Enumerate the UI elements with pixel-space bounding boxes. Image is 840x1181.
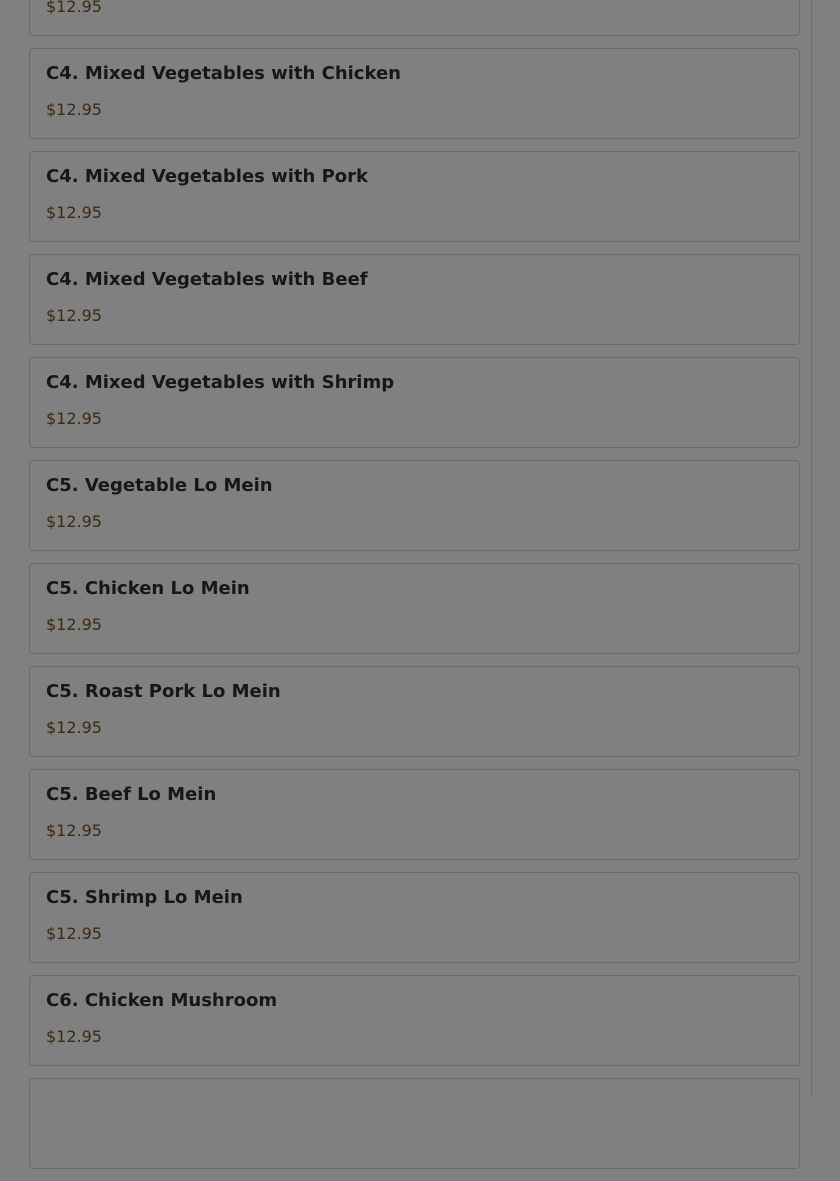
menu-item-price: $12.95 bbox=[46, 718, 102, 737]
menu-item-card[interactable] bbox=[29, 0, 800, 36]
menu-item-card[interactable] bbox=[29, 1078, 800, 1169]
menu-item-name: C4. Mixed Vegetables with Chicken bbox=[46, 63, 401, 84]
menu-item-price: $12.95 bbox=[46, 100, 102, 119]
menu-item-name: C5. Vegetable Lo Mein bbox=[46, 475, 273, 496]
menu-item-price: $12.95 bbox=[46, 203, 102, 222]
menu-item-price: $12.95 bbox=[46, 409, 102, 428]
menu-item-name: C6. Chicken Mushroom bbox=[46, 990, 278, 1011]
menu-item-price: $12.95 bbox=[46, 821, 102, 840]
menu-item-price: $12.95 bbox=[46, 1027, 102, 1046]
menu-item-price: $12.95 bbox=[46, 924, 102, 943]
menu-item-name: C5. Chicken Lo Mein bbox=[46, 578, 250, 599]
menu-item-card[interactable] bbox=[29, 357, 800, 448]
menu-item-card[interactable] bbox=[29, 151, 800, 242]
menu-item-list bbox=[29, 0, 800, 1181]
menu-item-name: C5. Shrimp Lo Mein bbox=[46, 887, 243, 908]
menu-item-price: $12.95 bbox=[46, 306, 102, 325]
menu-item-name: C4. Mixed Vegetables with Beef bbox=[46, 269, 368, 290]
menu-item-price: $12.95 bbox=[46, 512, 102, 531]
menu-item-name: C4. Mixed Vegetables with Shrimp bbox=[46, 372, 395, 393]
menu-item-card[interactable] bbox=[29, 666, 800, 757]
menu-item-card[interactable] bbox=[29, 563, 800, 654]
menu-item-name: C5. Roast Pork Lo Mein bbox=[46, 681, 281, 702]
menu-item-card[interactable] bbox=[29, 254, 800, 345]
menu-item-name: C4. Mixed Vegetables with Pork bbox=[46, 166, 369, 187]
menu-item-card[interactable] bbox=[29, 872, 800, 963]
menu-item-price: $12.95 bbox=[46, 615, 102, 634]
menu-item-price: $12.95 bbox=[46, 0, 102, 16]
menu-item-card[interactable] bbox=[29, 48, 800, 139]
menu-item-card[interactable] bbox=[29, 975, 800, 1066]
menu-item-card[interactable] bbox=[29, 460, 800, 551]
menu-item-card[interactable] bbox=[29, 769, 800, 860]
scroll-rail[interactable] bbox=[811, 0, 840, 1096]
menu-item-name: C5. Beef Lo Mein bbox=[46, 784, 217, 805]
